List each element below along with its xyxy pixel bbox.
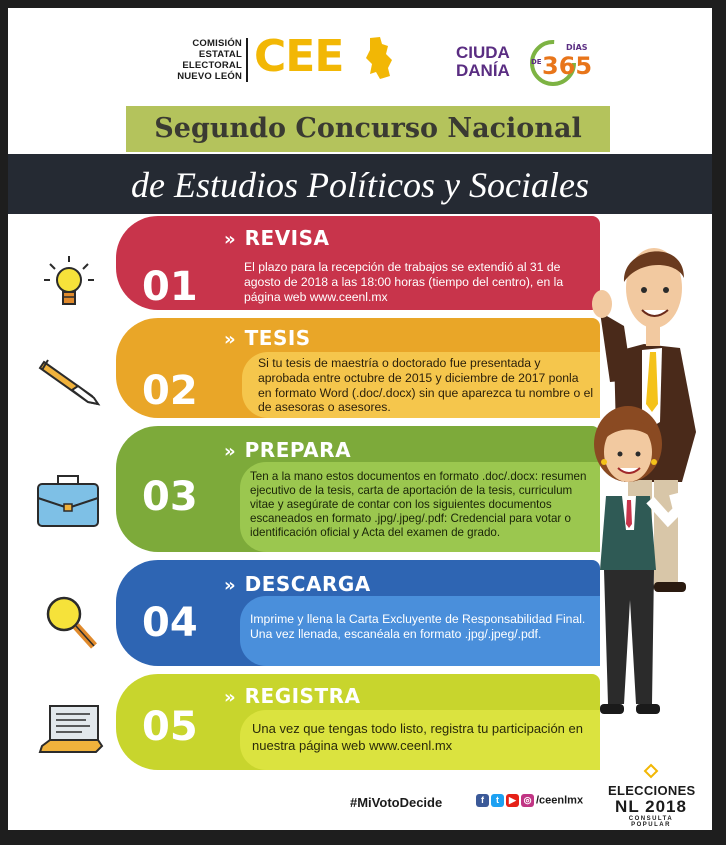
step-heading [224, 438, 351, 462]
step-number: 01 [142, 264, 198, 310]
step-heading [224, 572, 371, 596]
step-heading [224, 684, 361, 708]
step-number: 05 [142, 704, 198, 750]
institution-line: ELECTORAL [182, 60, 242, 71]
institution-line: COMISIÓN [192, 38, 242, 49]
step-description: Si tu tesis de maestría o doctorado fue presentada y aprobada entre octubre de 2015 y diciembre de 2017 ponla en formato Word (.doc/.docx) sin que aparezca tu nombre o el de asesoras o asesores. [258, 356, 594, 415]
ciudadania-logo [456, 44, 510, 80]
title-line1: Segundo Concurso Nacional [154, 113, 582, 144]
ciudadania-line2: DANÍA [456, 61, 510, 80]
light-bulb-icon [42, 254, 96, 310]
step-number: 03 [142, 474, 198, 520]
laptop-icon [38, 700, 104, 758]
infographic-page [8, 8, 712, 830]
youtube-icon[interactable]: ▶ [506, 794, 519, 807]
nuevo-leon-map-icon [364, 36, 394, 80]
instagram-icon[interactable]: ◎ [521, 794, 534, 807]
female-character-illustration [592, 400, 682, 726]
chevron-icon: » [224, 575, 233, 596]
step-heading-text: DESCARGA [244, 572, 371, 596]
elections-line2: NL 2018 [615, 797, 687, 816]
step-heading [224, 226, 330, 250]
facebook-icon[interactable]: f [476, 794, 489, 807]
logo-de-text: DE [531, 58, 542, 66]
step-description: Una vez que tengas todo listo, registra tu participación en nuestra página web www.ceenl.mx [252, 721, 583, 753]
step-heading-text: REVISA [244, 226, 330, 250]
step-number: 04 [142, 600, 198, 646]
step-heading [224, 326, 311, 350]
elections-line3: CONSULTA POPULAR [628, 816, 674, 828]
cee-logo: CEE [254, 31, 344, 82]
twitter-icon[interactable]: t [491, 794, 504, 807]
pen-icon [38, 356, 104, 408]
step-heading-text: REGISTRA [244, 684, 361, 708]
institution-line: NUEVO LEÓN [177, 71, 242, 82]
step-description: Ten a la mano estos documentos en formato .doc/.docx: resumen ejecutivo de la tesis, carta de aportación de la tesis, curriculum vitae y asegúrate de contar con los siguientes documentos escaneados en formato .jpg/.jpeg/.pdf: Credencial para votar o identificación oficial y Acta del examen de grado. [250, 470, 587, 539]
logo-dias-text: DÍAS [566, 43, 588, 52]
elections-line1: ELECCIONES [608, 783, 696, 798]
diamond-icon [644, 764, 658, 778]
chevron-icon: » [224, 687, 233, 708]
logo-365-text: 365 [542, 52, 593, 80]
elecciones-logo [608, 764, 694, 828]
step-heading-text: PREPARA [244, 438, 352, 462]
step-description: Imprime y llena la Carta Excluyente de Responsabilidad Final. Una vez llenada, escanéala en formato .jpg/.jpeg/.pdf. [250, 612, 586, 641]
ciudadania-line1: CIUDA [456, 43, 510, 62]
step-heading-text: TESIS [244, 326, 311, 350]
institution-name [162, 38, 242, 82]
title-line2: de Estudios Políticos y Sociales [131, 165, 589, 205]
briefcase-icon [34, 468, 104, 530]
hashtag: #MiVotoDecide [350, 795, 443, 810]
logo-divider [246, 38, 248, 82]
step-description: El plazo para la recepción de trabajos se extendió al 31 de agosto de 2018 a las 18:00 horas (tiempo del centro), en la página web www.ceenl.mx [244, 260, 564, 304]
chevron-icon: » [224, 329, 233, 350]
institution-line: ESTATAL [198, 49, 242, 60]
social-handle: /ceenlmx [536, 794, 584, 807]
magnifying-glass-icon [40, 592, 100, 652]
chevron-icon: » [224, 229, 233, 250]
ciudadania-365-logo [528, 38, 593, 88]
chevron-icon: » [224, 441, 233, 462]
step-number: 02 [142, 368, 198, 414]
social-links [476, 794, 583, 807]
